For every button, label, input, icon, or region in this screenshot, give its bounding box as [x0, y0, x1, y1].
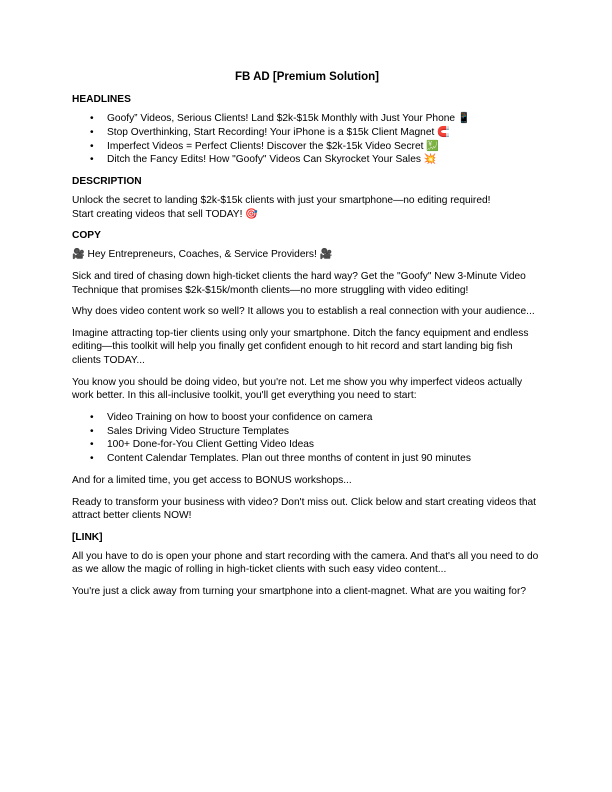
- description-line: Unlock the secret to landing $2k-$15k clients with just your smartphone—no editing required!: [72, 195, 491, 207]
- headline-item: [72, 112, 542, 126]
- headline-item: [72, 126, 542, 140]
- headline-item: [72, 140, 542, 154]
- copy-paragraph: Imagine attracting top-tier clients using only your smartphone. Ditch the fancy equipment and endless editing—this toolkit will help you finally get confident enough to hit record and start landing big fish clients TODAY...: [72, 327, 529, 366]
- bullet: •: [90, 140, 94, 152]
- headlines-list: [72, 112, 542, 167]
- toolkit-text: Sales Driving Video Structure Templates: [107, 425, 289, 437]
- headlines-heading: HEADLINES: [72, 94, 131, 105]
- description-text: [72, 194, 542, 221]
- bullet: •: [90, 453, 94, 465]
- headline-item: [72, 153, 542, 167]
- copy-paragraph: And for a limited time, you get access to BONUS workshops...: [72, 474, 352, 486]
- document-page: [72, 70, 542, 606]
- copy-greeting: 🎥 Hey Entrepreneurs, Coaches, & Service Providers! 🎥: [72, 249, 333, 261]
- headline-text: Ditch the Fancy Edits! How "Goofy" Videos Can Skyrocket Your Sales 💥: [107, 154, 437, 166]
- headline-text: Imperfect Videos = Perfect Clients! Discover the $2k-15k Video Secret 💹: [107, 140, 439, 152]
- toolkit-text: Video Training on how to boost your confidence on camera: [107, 411, 373, 423]
- copy-paragraph: Why does video content work so well? It allows you to establish a real connection with your audience...: [72, 306, 535, 318]
- description-heading: DESCRIPTION: [72, 176, 142, 188]
- description-line: Start creating videos that sell TODAY! 🎯: [72, 208, 258, 220]
- copy-heading: COPY: [72, 230, 101, 242]
- link-heading: [LINK]: [72, 531, 103, 543]
- document-title: FB AD [Premium Solution]: [235, 71, 379, 83]
- bullet: •: [90, 126, 94, 138]
- bullet: •: [90, 113, 94, 124]
- toolkit-text: Content Calendar Templates. Plan out three months of content in just 90 minutes: [107, 453, 471, 465]
- copy-paragraph: Sick and tired of chasing down high-ticket clients the hard way? Get the "Goofy" New 3-Minute Video Technique that promises $2k-$15k/month clients—no more struggling with video editing!: [72, 270, 526, 296]
- link-paragraph: All you have to do is open your phone and start recording with the camera. And that's all you need to do as we allow the magic of rolling in high-ticket clients with such easy video content...: [72, 550, 539, 576]
- bullet: •: [90, 411, 94, 423]
- bullet: •: [90, 425, 94, 437]
- toolkit-item: [72, 438, 542, 452]
- toolkit-text: 100+ Done-for-You Client Getting Video Ideas: [107, 439, 315, 451]
- headline-text: Stop Overthinking, Start Recording! Your iPhone is a $15k Client Magnet 🧲: [107, 126, 450, 138]
- copy-paragraph: You know you should be doing video, but you're not. Let me show you why imperfect videos actually work better. In this all-inclusive toolkit, you'll get everything you need to start:: [72, 376, 523, 402]
- link-paragraph: You're just a click away from turning your smartphone into a client-magnet. What are you waiting for?: [72, 585, 526, 597]
- toolkit-item: [72, 425, 542, 439]
- toolkit-item: [72, 411, 542, 425]
- toolkit-list: [72, 411, 542, 466]
- bullet: •: [90, 154, 94, 166]
- headline-text: Goofy” Videos, Serious Clients! Land $2k-$15k Monthly with Just Your Phone 📱: [107, 113, 471, 124]
- copy-paragraph: Ready to transform your business with video? Don't miss out. Click below and start creating videos that attract better clients NOW!: [72, 496, 536, 522]
- bullet: •: [90, 439, 94, 451]
- toolkit-item: [72, 452, 542, 466]
